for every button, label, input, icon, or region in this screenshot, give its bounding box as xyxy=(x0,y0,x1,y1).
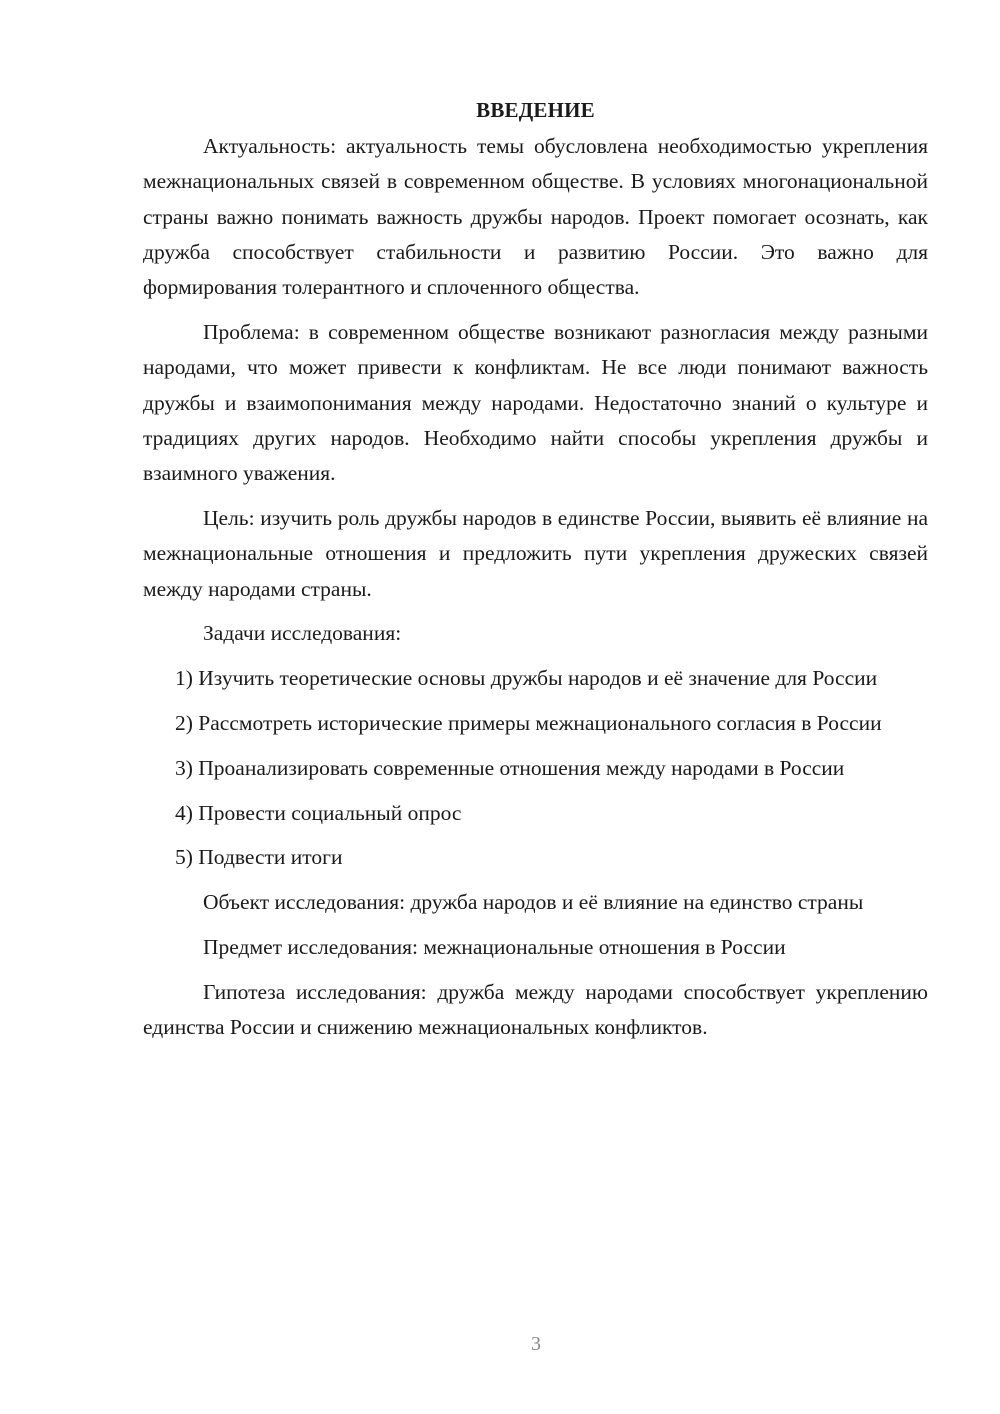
task-item-3: 3) Проанализировать современные отношения между народами в России xyxy=(175,755,845,780)
task-item-1: 1) Изучить теоретические основы дружбы народов и её значение для России xyxy=(175,666,878,691)
paragraph-hypothesis: Гипотеза исследования: дружба между народами способствует укреплению единства России и снижению межнациональных конфликтов. xyxy=(143,979,928,1040)
paragraph-tasks-heading: Задачи исследования: xyxy=(203,621,402,646)
paragraph-problem: Проблема: в современном обществе возникают разногласия между разными народами, что может привести к конфликтам. Не все люди понимают важность дружбы и взаимопонимания между народами. Недостаточно знаний о культуре и традициях других народов. Необходимо найти способы укрепления дружбы и взаимного уважения. xyxy=(143,319,928,486)
page-content xyxy=(143,92,928,1055)
task-item-4: 4) Провести социальный опрос xyxy=(175,800,462,825)
paragraph-object: Объект исследования: дружба народов и её влияние на единство страны xyxy=(203,890,864,915)
section-title: ВВЕДЕНИЕ xyxy=(476,98,595,122)
paragraph-subject: Предмет исследования: межнациональные отношения в России xyxy=(203,934,786,959)
page-number: 3 xyxy=(531,1333,541,1355)
paragraph-goal: Цель: изучить роль дружбы народов в единстве России, выявить её влияние на межнациональные отношения и предложить пути укрепления дружеских связей между народами страны. xyxy=(143,505,928,601)
task-item-2: 2) Рассмотреть исторические примеры межнационального согласия в России xyxy=(175,710,882,735)
paragraph-relevance: Актуальность: актуальность темы обусловлена необходимостью укрепления межнациональных связей в современном обществе. В условиях многонациональной страны важно понимать важность дружбы народов. Проект помогает осознать, как дружба способствует стабильности и развитию России. Это важно для формирования толерантного и сплоченного общества. xyxy=(143,134,928,300)
task-item-5: 5) Подвести итоги xyxy=(175,845,343,870)
